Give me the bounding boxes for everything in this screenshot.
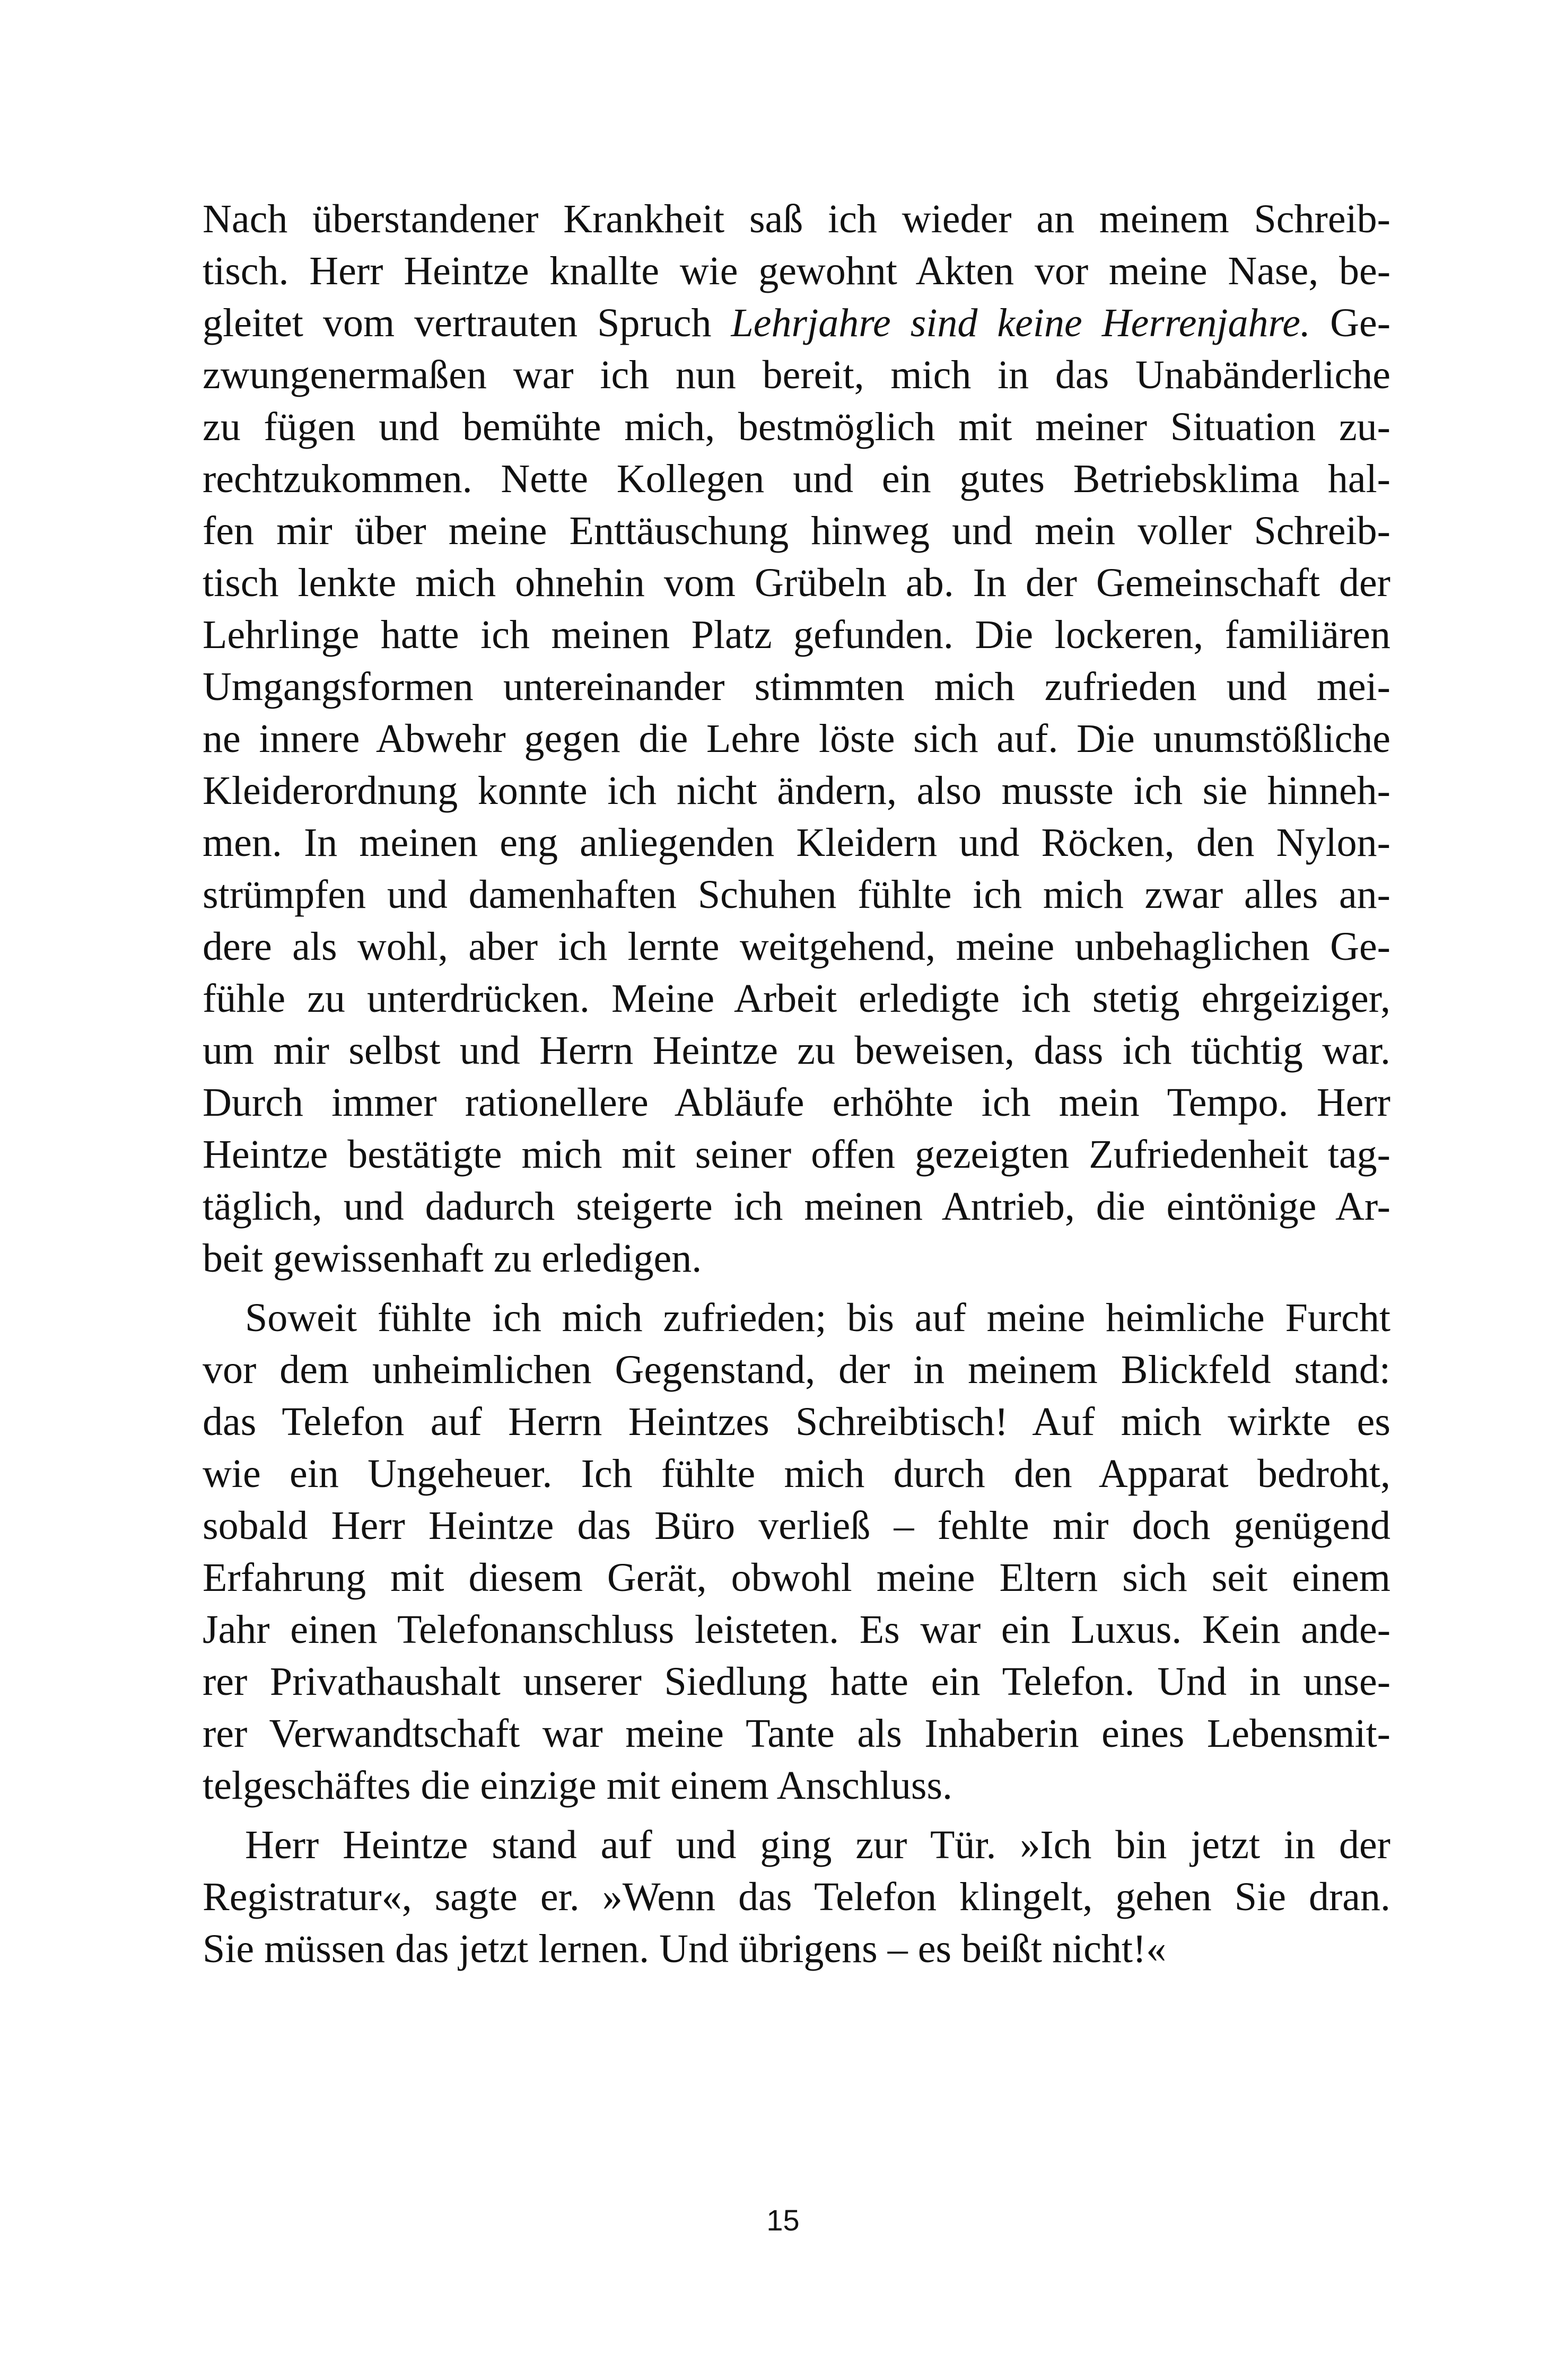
text-line: zwungenermaßen war ich nun bereit, mich in das Unabänderliche <box>203 353 1390 397</box>
text-line: fühle zu unterdrücken. Meine Arbeit erledigte ich stetig ehrgeiziger, <box>203 976 1390 1021</box>
italic-quote: Lehrjahre sind keine Herrenjahre. <box>731 301 1311 345</box>
text-line: Erfahrung mit diesem Gerät, obwohl meine Eltern sich seit einem <box>203 1555 1390 1600</box>
text-line: um mir selbst und Herrn Heintze zu beweisen, dass ich tüchtig war. <box>203 1028 1390 1073</box>
text-line: vor dem unheimlichen Gegenstand, der in meinem Blickfeld stand: <box>203 1348 1390 1392</box>
text-line: beit gewissenhaft zu erledigen. <box>203 1236 702 1281</box>
text-line: ne innere Abwehr gegen die Lehre löste sich auf. Die unumstößliche <box>203 716 1390 761</box>
text-line: Umgangsformen untereinander stimmten mich zufrieden und mei- <box>203 664 1390 709</box>
text-line: dere als wohl, aber ich lernte weitgehend, meine unbehaglichen Ge- <box>203 924 1390 969</box>
text-line: rer Privathaushalt unserer Siedlung hatte ein Telefon. Und in unse- <box>203 1659 1390 1704</box>
text-line: Sie müssen das jetzt lernen. Und übrigens – es beißt nicht!« <box>203 1927 1167 1971</box>
paragraph <box>203 1292 1390 1812</box>
body-text <box>203 193 1390 1975</box>
text-line: Nach überstandener Krankheit saß ich wieder an meinem Schreib- <box>203 197 1390 241</box>
text-line: Herr Heintze stand auf und ging zur Tür. »Ich bin jetzt in der <box>245 1823 1390 1867</box>
text-line: Jahr einen Telefonanschluss leisteten. Es war ein Luxus. Kein ande- <box>203 1607 1390 1652</box>
text-segment: gleitet vom vertrauten Spruch <box>203 301 731 345</box>
text-line: Soweit fühlte ich mich zufrieden; bis auf meine heimliche Furcht <box>245 1296 1390 1340</box>
paragraph <box>203 1819 1390 1975</box>
text-line: rechtzukommen. Nette Kollegen und ein gutes Betriebsklima hal- <box>203 457 1390 501</box>
text-line: tisch. Herr Heintze knallte wie gewohnt Akten vor meine Nase, be- <box>203 249 1390 293</box>
text-line-with-italic <box>203 297 1390 349</box>
text-line: fen mir über meine Enttäuschung hinweg und mein voller Schreib- <box>203 509 1390 553</box>
text-line: Lehrlinge hatte ich meinen Platz gefunden. Die lockeren, familiären <box>203 612 1390 657</box>
text-line: telgeschäftes die einzige mit einem Anschluss. <box>203 1763 953 1808</box>
text-line: men. In meinen eng anliegenden Kleidern und Röcken, den Nylon- <box>203 820 1390 865</box>
text-line: täglich, und dadurch steigerte ich meinen Antrieb, die eintönige Ar- <box>203 1184 1390 1229</box>
text-line: zu fügen und bemühte mich, bestmöglich mit meiner Situation zu- <box>203 405 1390 449</box>
page-number: 15 <box>766 2203 800 2237</box>
text-line: tisch lenkte mich ohnehin vom Grübeln ab. In der Gemeinschaft der <box>203 561 1390 605</box>
text-line: das Telefon auf Herrn Heintzes Schreibtisch! Auf mich wirkte es <box>203 1399 1390 1444</box>
text-line: sobald Herr Heintze das Büro verließ – fehlte mir doch genügend <box>203 1503 1390 1548</box>
text-line: wie ein Ungeheuer. Ich fühlte mich durch den Apparat bedroht, <box>203 1451 1390 1496</box>
text-line: Registratur«, sagte er. »Wenn das Telefon klingelt, gehen Sie dran. <box>203 1875 1390 1919</box>
text-line: Durch immer rationellere Abläufe erhöhte ich mein Tempo. Herr <box>203 1080 1390 1125</box>
text-line: Kleiderordnung konnte ich nicht ändern, also musste ich sie hinneh- <box>203 768 1390 813</box>
text-line: rer Verwandtschaft war meine Tante als Inhaberin eines Lebensmit- <box>203 1711 1390 1756</box>
paragraph <box>203 193 1390 1284</box>
text-line: strümpfen und damenhaften Schuhen fühlte ich mich zwar alles an- <box>203 872 1390 917</box>
text-segment: Ge- <box>1310 301 1390 345</box>
text-line: Heintze bestätigte mich mit seiner offen gezeigten Zufriedenheit tag- <box>203 1132 1390 1177</box>
